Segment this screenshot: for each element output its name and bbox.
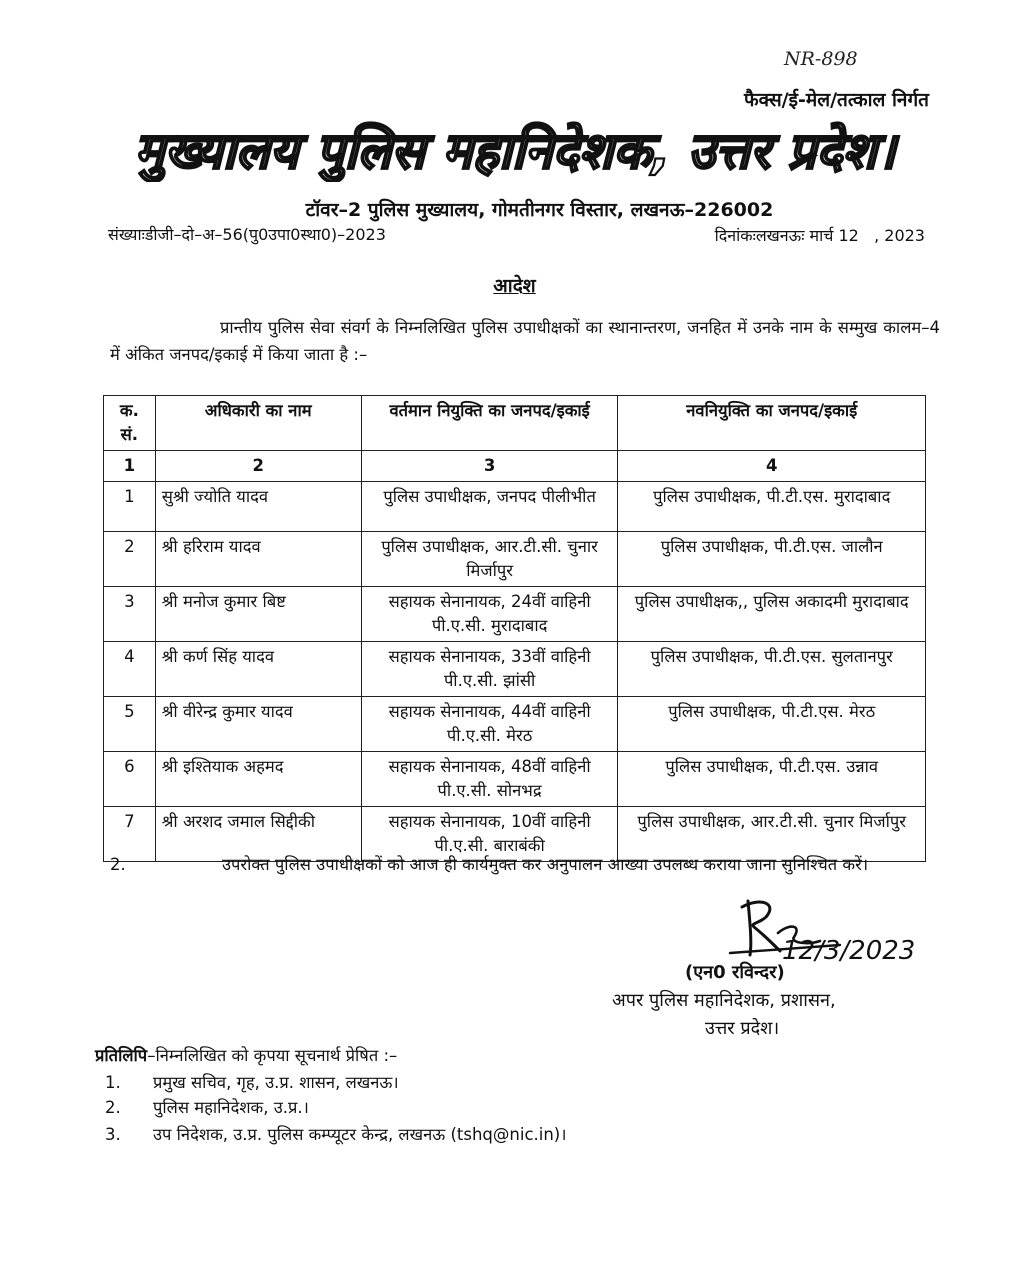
cell-officer-name: श्री हरिराम यादव xyxy=(155,532,361,587)
cell-sno: 2 xyxy=(104,532,156,587)
signatory-name: (एन0 रविन्दर) xyxy=(685,962,785,983)
cell-new-posting: पुलिस उपाधीक्षक, पी.टी.एस. जालौन xyxy=(618,532,926,587)
cell-sno: 4 xyxy=(104,642,156,697)
cell-current-posting: सहायक सेनानायक, 44वीं वाहिनी पी.ए.सी. मेरठ xyxy=(361,697,618,752)
column-number-row xyxy=(104,451,926,482)
signatory-state: उत्तर प्रदेश। xyxy=(705,1018,780,1039)
cell-officer-name: श्री कर्ण सिंह यादव xyxy=(155,642,361,697)
copy-to-heading xyxy=(95,1043,397,1066)
cell-officer-name: श्री इश्तियाक अहमद xyxy=(155,752,361,807)
reference-number: संख्याःडीजी–दो–अ–56(पु0उपा0स्था0)–2023 xyxy=(108,225,386,244)
cell-current-posting: सहायक सेनानायक, 10वीं वाहिनी पी.ए.सी. बाराबंकी xyxy=(361,807,618,862)
list-item-text: पुलिस महानिदेशक, उ.प्र.। xyxy=(153,1098,309,1117)
table-row xyxy=(104,752,926,807)
table-row xyxy=(104,482,926,532)
cell-officer-name: सुश्री ज्योति यादव xyxy=(155,482,361,532)
copy-to-label: प्रतिलिपि xyxy=(95,1046,148,1065)
cell-sno: 7 xyxy=(104,807,156,862)
cell-new-posting: पुलिस उपाधीक्षक, पी.टी.एस. सुलतानपुर xyxy=(618,642,926,697)
cell-current-posting: सहायक सेनानायक, 48वीं वाहिनी पी.ए.सी. सोनभद्र xyxy=(361,752,618,807)
cell-current-posting: सहायक सेनानायक, 33वीं वाहिनी पी.ए.सी. झांसी xyxy=(361,642,618,697)
column-number: 2 xyxy=(155,451,361,482)
table-row xyxy=(104,697,926,752)
cell-current-posting: पुलिस उपाधीक्षक, आर.टी.सी. चुनार मिर्जापुर xyxy=(361,532,618,587)
table-row xyxy=(104,532,926,587)
handwritten-reference: NR-898 xyxy=(784,48,858,70)
cell-current-posting: सहायक सेनानायक, 24वीं वाहिनी पी.ए.सी. मुरादाबाद xyxy=(361,587,618,642)
list-item-number: 2. xyxy=(105,1098,121,1117)
cell-new-posting: पुलिस उपाधीक्षक, पी.टी.एस. मेरठ xyxy=(618,697,926,752)
column-number: 3 xyxy=(361,451,618,482)
list-item xyxy=(105,1095,309,1118)
office-title: मुख्यालय पुलिस महानिदेशक, उत्तर प्रदेश। xyxy=(134,122,896,180)
header-new-posting: नवनियुक्ति का जनपद/इकाई xyxy=(618,396,926,451)
column-number: 4 xyxy=(618,451,926,482)
cell-sno: 5 xyxy=(104,697,156,752)
office-address: टॉवर–2 पुलिस मुख्यालय, गोमतीनगर विस्तार, लखनऊ–226002 xyxy=(305,199,774,221)
signature-date: 12/3/2023 xyxy=(782,936,916,966)
header-current-posting: वर्तमान नियुक्ति का जनपद/इकाई xyxy=(361,396,618,451)
header-sno: क. सं. xyxy=(104,396,156,451)
compliance-paragraph xyxy=(110,850,940,879)
cell-officer-name: श्री अरशद जमाल सिद्दीकी xyxy=(155,807,361,862)
table-header-row xyxy=(104,396,926,451)
list-item-text: प्रमुख सचिव, गृह, उ.प्र. शासन, लखनऊ। xyxy=(153,1073,399,1092)
signatory-designation: अपर पुलिस महानिदेशक, प्रशासन, xyxy=(612,990,836,1011)
cell-sno: 3 xyxy=(104,587,156,642)
paragraph-number: 2. xyxy=(110,855,126,874)
list-item-number: 3. xyxy=(105,1125,121,1144)
column-number: 1 xyxy=(104,451,156,482)
table-row xyxy=(104,642,926,697)
cell-new-posting: पुलिस उपाधीक्षक, पी.टी.एस. मुरादाबाद xyxy=(618,482,926,532)
cell-new-posting: पुलिस उपाधीक्षक, आर.टी.सी. चुनार मिर्जापुर xyxy=(618,807,926,862)
table-row xyxy=(104,587,926,642)
order-intro-paragraph: प्रान्तीय पुलिस सेवा संवर्ग के निम्नलिखित पुलिस उपाधीक्षकों का स्थानान्तरण, जनहित में उनके नाम के सम्मुख कालम–4 में अंकित जनपद/इकाई में किया जाता है :– xyxy=(110,318,940,364)
list-item xyxy=(105,1070,399,1093)
order-date: दिनांकःलखनऊः मार्च 12 , 2023 xyxy=(714,226,925,245)
list-item-text: उप निदेशक, उ.प्र. पुलिस कम्प्यूटर केन्द्र, लखनऊ (tshq@nic.in)। xyxy=(153,1125,567,1144)
header-officer-name: अधिकारी का नाम xyxy=(155,396,361,451)
cell-officer-name: श्री वीरेन्द्र कुमार यादव xyxy=(155,697,361,752)
fax-email-line: फैक्स/ई-मेल/तत्काल निर्गत xyxy=(743,89,929,111)
cell-current-posting: पुलिस उपाधीक्षक, जनपद पीलीभीत xyxy=(361,482,618,532)
cell-sno: 1 xyxy=(104,482,156,532)
copy-to-heading-text: –निम्नलिखित को कृपया सूचनार्थ प्रेषित :– xyxy=(147,1046,398,1065)
paragraph-text: उपरोक्त पुलिस उपाधीक्षकों को आज ही कार्यमुक्त कर अनुपालन आख्या उपलब्ध कराया जाना सुनिश्चित करें। xyxy=(222,855,869,874)
office-masthead xyxy=(100,118,930,182)
cell-officer-name: श्री मनोज कुमार बिष्ट xyxy=(155,587,361,642)
list-item xyxy=(105,1122,567,1145)
cell-sno: 6 xyxy=(104,752,156,807)
cell-new-posting: पुलिस उपाधीक्षक, पी.टी.एस. उन्नाव xyxy=(618,752,926,807)
cell-new-posting: पुलिस उपाधीक्षक,, पुलिस अकादमी मुरादाबाद xyxy=(618,587,926,642)
list-item-number: 1. xyxy=(105,1073,121,1092)
transfer-table xyxy=(103,395,926,862)
order-heading: आदेश xyxy=(493,275,536,297)
